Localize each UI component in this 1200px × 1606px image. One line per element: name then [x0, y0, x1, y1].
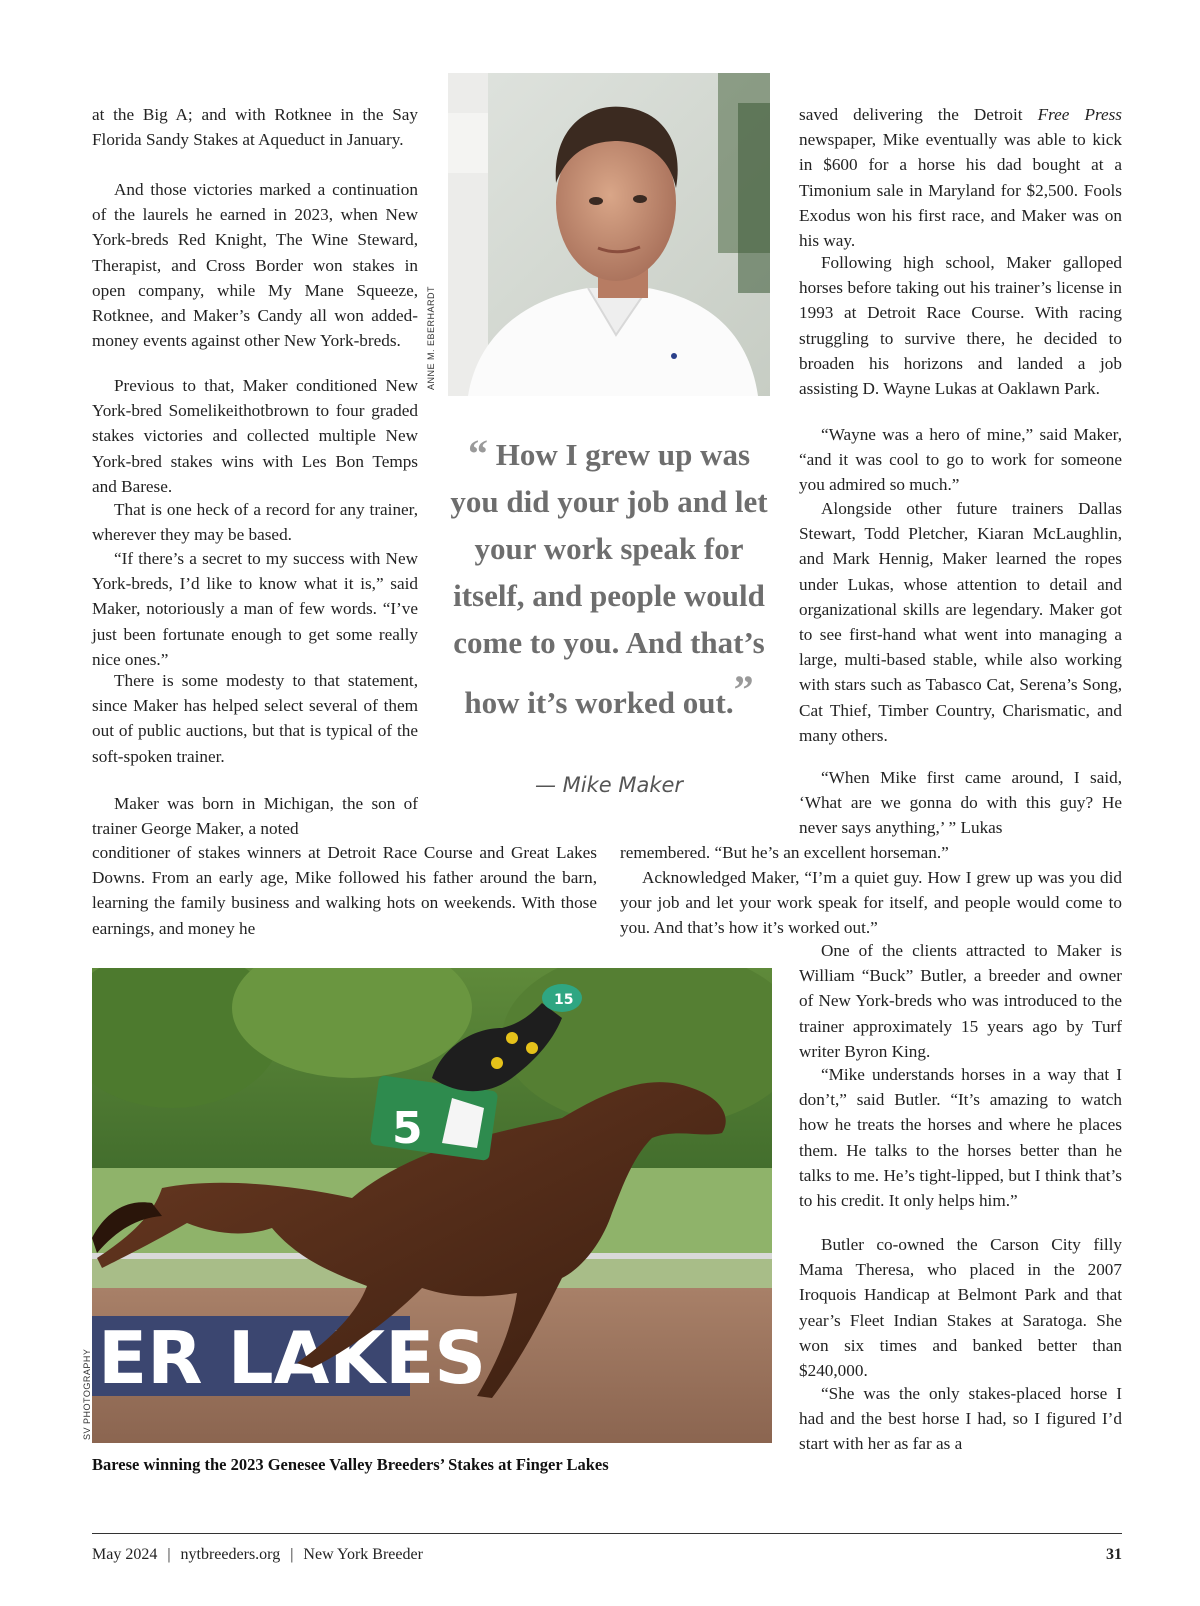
body-paragraph: “If there’s a secret to my success with New York-breds, I’d like to know what it is,” said Maker, notoriously a man of few words. “I’ve just been fortunate enough to get some really nice ones.” — [92, 549, 418, 669]
body-paragraph: And those victories marked a continuation of the laurels he earned in 2023, when New York-breds Red Knight, The Wine Steward, Therapist, and Cross Border won stakes in open company, while My Mane Squeeze, Rotknee, and Maker’s Candy all won added-money events against other New York-breds. — [92, 180, 418, 351]
photo-caption: Barese winning the 2023 Genesee Valley Breeders’ Stakes at Finger Lakes — [92, 1455, 609, 1474]
race-photo — [92, 968, 772, 1443]
website-link[interactable]: nytbreeders.org — [180, 1546, 281, 1563]
body-paragraph: Previous to that, Maker conditioned New York-bred Somelikeithotbrown to four graded stakes victories and collected multiple New York-bred stakes wins with Les Bon Temps and Barese. — [92, 376, 418, 496]
close-quote-mark: ” — [733, 667, 754, 712]
pull-quote-text: How I grew up was you did your job and let your work speak for itself, and people would come to you. And that’s how it’s worked out. — [450, 437, 768, 720]
footer-divider: | — [167, 1546, 171, 1563]
body-paragraph: Alongside other future trainers Dallas Stewart, Todd Pletcher, Kiaran McLaughlin, and Mark Hennig, Maker learned the ropes under Lukas, whose attention to detail and organizational skills are legendary. Maker got to see first-hand what went into managing a large, multi-based stable, while also working with stars such as Tabasco Cat, Serena’s Song, Cat Thief, Timber Country, Charismatic, and many others. — [799, 499, 1122, 745]
body-paragraph: “When Mike first came around, I said, ‘What are we gonna do with this guy? He never says anything,’ ” Lukas — [799, 768, 1122, 838]
track-sign-text: ER LAKES — [98, 1316, 487, 1400]
footer-divider: | — [290, 1546, 294, 1563]
body-paragraph: “She was the only stakes-placed horse I had and the best horse I had, so I figured I’d start with her as far as a — [799, 1384, 1122, 1454]
portrait-photo — [448, 73, 770, 396]
body-paragraph: “Wayne was a hero of mine,” said Maker, “and it was cool to go to work for someone you admired so much.” — [799, 425, 1122, 495]
body-paragraph: One of the clients attracted to Maker is William “Buck” Butler, a breeder and owner of New York-breds who was introduced to the trainer approximately 15 years ago by Turf writer Byron King. — [799, 941, 1122, 1061]
publication-name: Free Press — [1037, 105, 1122, 124]
photo-credit: SV PHOTOGRAPHY — [82, 1348, 92, 1440]
issue-date: May 2024 — [92, 1546, 158, 1563]
body-paragraph: at the Big A; and with Rotknee in the Say Florida Sandy Stakes at Aqueduct in January. — [92, 105, 418, 150]
publication-title: New York Breeder — [303, 1546, 423, 1563]
body-paragraph: remembered. “But he’s an excellent horseman.” — [620, 843, 949, 862]
body-paragraph: Maker was born in Michigan, the son of trainer George Maker, a noted — [92, 794, 418, 839]
photo-credit: ANNE M. EBERHARDT — [426, 285, 436, 390]
body-paragraph: Butler co-owned the Carson City filly Mama Theresa, who placed in the 2007 Iroquois Handicap at Belmont Park and that year’s Fleet Indian Stakes at Saratoga. She won six times and banked better than $240,000. — [799, 1235, 1122, 1381]
saddle-cloth-number: 5 — [392, 1103, 423, 1154]
jockey-cap-number: 15 — [554, 992, 574, 1008]
race-illustration — [92, 968, 772, 1443]
portrait-illustration — [448, 73, 770, 396]
page-footer — [92, 1546, 1122, 1564]
body-paragraph: There is some modesty to that statement, since Maker has helped select several of them out of public auctions, but that is typical of the soft-spoken trainer. — [92, 671, 418, 766]
footer-rule — [92, 1533, 1122, 1534]
body-paragraph: saved delivering the Detroit Free Press newspaper, Mike eventually was able to kick in $600 for a horse his dad bought at a Timonium sale in Maryland for $2,500. Fools Exodus won his first race, and Maker was on his way. — [799, 105, 1122, 251]
body-paragraph: Acknowledged Maker, “I’m a quiet guy. How I grew up was you did your job and let your work speak for itself, and people would come to you. And that’s how it’s worked out.” — [620, 868, 1122, 938]
pull-quote — [448, 430, 770, 726]
body-paragraph: conditioner of stakes winners at Detroit Race Course and Great Lakes Downs. From an early age, Mike followed his father around the barn, learning the family business and walking hots on weekends. With those earnings, and money he — [92, 843, 597, 938]
body-paragraph: “Mike understands horses in a way that I don’t,” said Butler. “It’s amazing to watch how he treats the horses and where he places them. He talks to the horses better than he talks to me. He’s tight-lipped, but I think that’s to his credit. It only helps him.” — [799, 1065, 1122, 1211]
open-quote-mark: “ — [467, 431, 488, 476]
body-paragraph: Following high school, Maker galloped horses before taking out his trainer’s license in 1993 at Detroit Race Course. With racing struggling to survive there, he decided to broaden his horizons and landed a job assisting D. Wayne Lukas at Oaklawn Park. — [799, 253, 1122, 399]
body-paragraph: That is one heck of a record for any trainer, wherever they may be based. — [92, 500, 418, 545]
pull-quote-attribution: — Mike Maker — [534, 773, 684, 797]
page-number: 31 — [1106, 1546, 1122, 1563]
